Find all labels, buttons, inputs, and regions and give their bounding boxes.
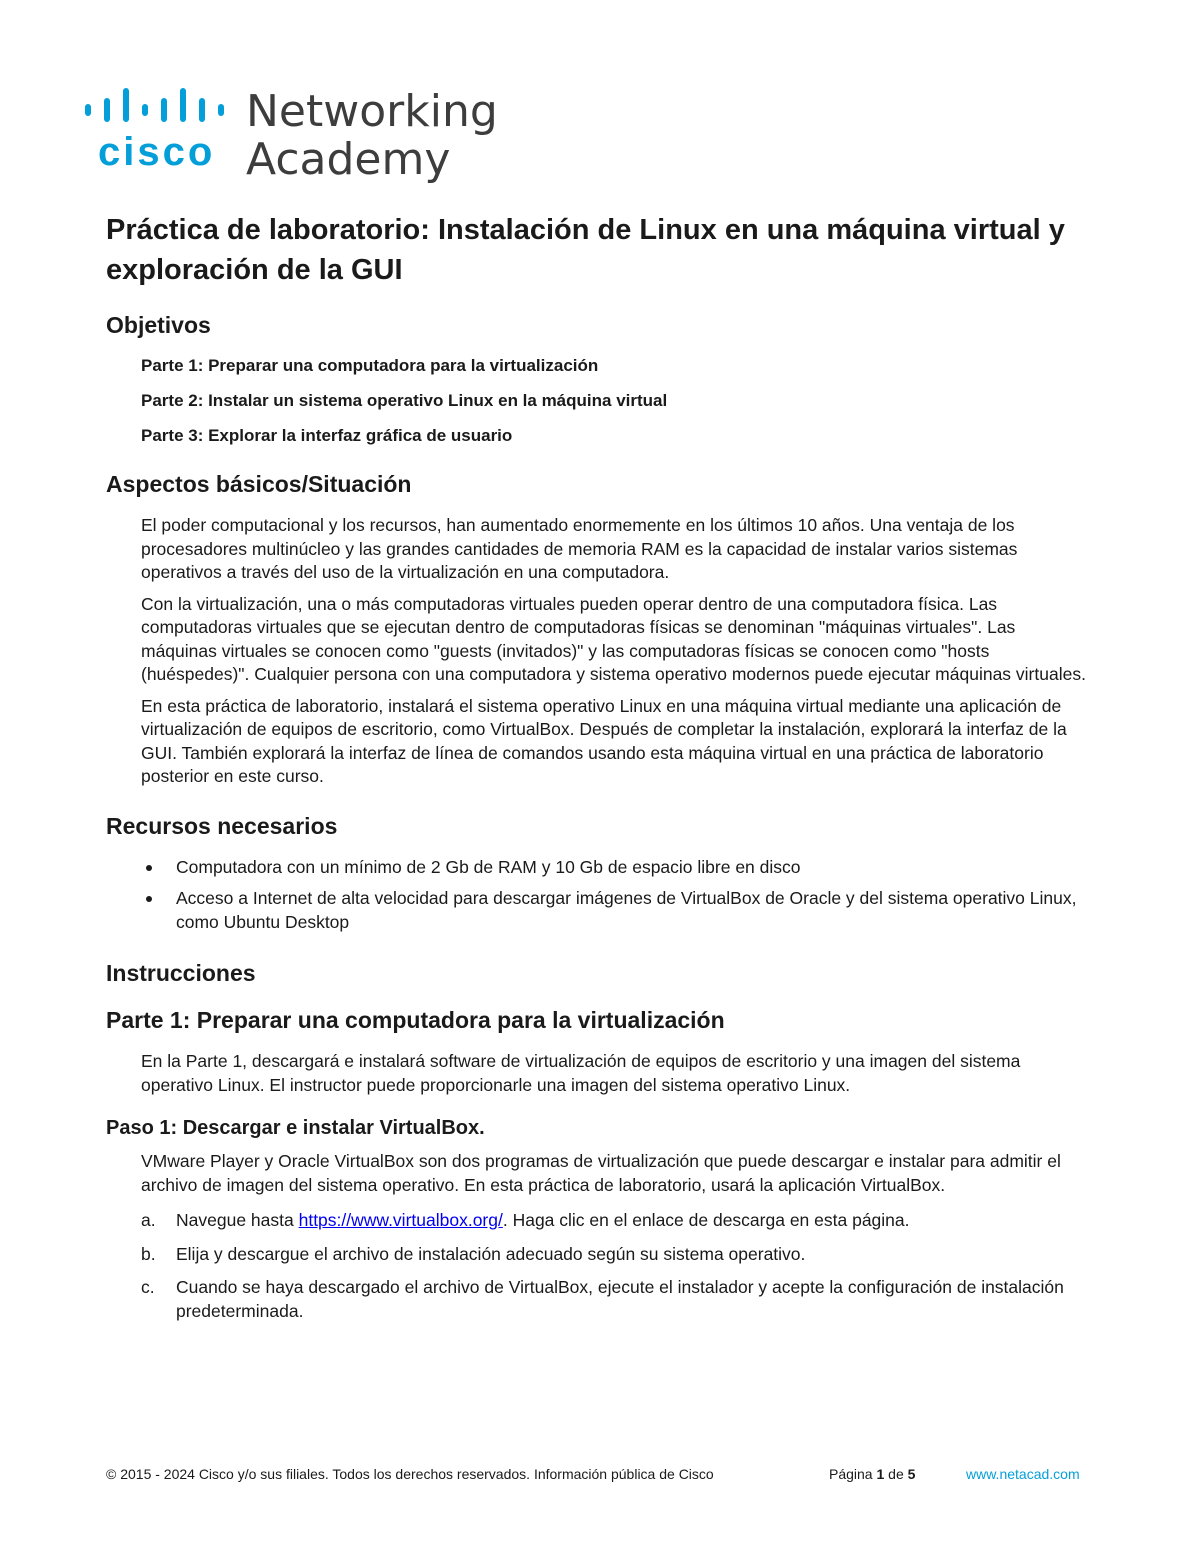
aspectos-paragraph: El poder computacional y los recursos, han aumentado enormemente en los últimos 10 años. Una ventaja de los procesadores multinúcleo y las grandes cantidades de memoria RAM es la capacidad de instalar varios sistemas operativos a través del uso de la virtualización en una computadora. (141, 515, 1018, 582)
step-letter: b. (141, 1243, 156, 1264)
recursos-heading: Recursos necesarios (106, 812, 338, 839)
step-text-before: Navegue hasta (176, 1210, 299, 1230)
logo-line-2: Academy (246, 134, 451, 185)
page-prefix: Página (829, 1466, 877, 1482)
parte1-paragraph: En la Parte 1, descargará e instalará software de virtualización de equipos de escritorio y una imagen del sistema operativo Linux. El instructor puede proporcionarle una imagen del sistema operativo Linux. (141, 1051, 1021, 1095)
page-current: 1 (876, 1466, 885, 1482)
page-middle: de (884, 1466, 908, 1482)
step-text: Elija y descargue el archivo de instalación adecuado según su sistema operativo. (176, 1243, 806, 1264)
footer-url-link[interactable]: www.netacad.com (966, 1466, 1080, 1482)
objetivo-item: Parte 3: Explorar la interfaz gráfica de usuario (141, 426, 513, 445)
step-text-after: . Haga clic en el enlace de descarga en esta página. (502, 1210, 910, 1230)
step-item-b (141, 1243, 1096, 1267)
step-letter: c. (141, 1277, 155, 1297)
paso1-heading: Paso 1: Descargar e instalar VirtualBox. (106, 1117, 485, 1139)
step-text: Cuando se haya descargado el archivo de VirtualBox, ejecute el instalador y acepte la configuración de instalación predeterminada. (176, 1277, 1064, 1321)
step-letter: a. (141, 1210, 156, 1230)
bullet-icon (146, 865, 152, 871)
document-title: Práctica de laboratorio: Instalación de Linux en una máquina virtual y exploración de la GUI (106, 214, 1065, 286)
objetivos-heading: Objetivos (106, 312, 211, 338)
parte1-heading: Parte 1: Preparar una computadora para la virtualización (106, 1007, 725, 1033)
objetivo-item: Parte 2: Instalar un sistema operativo Linux en la máquina virtual (141, 391, 668, 410)
logo-line-1: Networking (246, 86, 498, 137)
paso1-paragraph: VMware Player y Oracle VirtualBox son dos programas de virtualización que puede descargar e instalar para admitir el archivo de imagen del sistema operativo. En esta práctica de laboratorio, usará la aplicación VirtualBox. (141, 1151, 1061, 1195)
page-footer (106, 1466, 1096, 1486)
cisco-bars-icon (84, 88, 234, 128)
recurso-item (176, 887, 1096, 934)
recurso-text: Acceso a Internet de alta velocidad para descargar imágenes de VirtualBox de Oracle y del sistema operativo Linux, como Ubuntu Desktop (176, 888, 1077, 932)
paso1-steps (106, 1209, 1096, 1323)
networking-academy-wordmark (246, 88, 498, 184)
recursos-list (106, 856, 1096, 935)
objetivos-list (106, 355, 1096, 447)
footer-copyright: © 2015 - 2024 Cisco y/o sus filiales. Todos los derechos reservados. Información pública de Cisco (106, 1466, 714, 1482)
step-item-c (141, 1276, 1096, 1323)
instrucciones-heading: Instrucciones (106, 960, 256, 986)
step-item-a (141, 1209, 1096, 1233)
footer-page-number (829, 1466, 915, 1482)
virtualbox-link[interactable]: https://www.virtualbox.org/ (298, 1210, 503, 1230)
objetivo-item: Parte 1: Preparar una computadora para la virtualización (141, 356, 599, 375)
aspectos-paragraph: Con la virtualización, una o más computadoras virtuales pueden operar dentro de una computadora física. Las computadoras virtuales que se ejecutan dentro de computadoras físicas se denominan "máquinas virtuales". Las máquinas virtuales se conocen como "guests (invitados)" y las computadoras físicas se conocen como "hosts (huéspedes)". Cualquier persona con una computadora y sistema operativo modernos puede ejecutar máquinas virtuales. (141, 593, 1086, 684)
page-total: 5 (907, 1466, 916, 1482)
cisco-networking-academy-logo (84, 86, 498, 185)
recurso-item (176, 856, 1096, 880)
bullet-icon (146, 896, 152, 902)
aspectos-heading: Aspectos básicos/Situación (106, 471, 412, 497)
aspectos-paragraph: En esta práctica de laboratorio, instalará el sistema operativo Linux en una máquina virtual mediante una aplicación de virtualización de equipos de escritorio, como VirtualBox. Después de completar la instalación, explorará la interfaz de la GUI. También explorará la interfaz de línea de comandos usando esta máquina virtual en una práctica de laboratorio posterior en este curso. (141, 695, 1067, 786)
cisco-wordmark: cisco (98, 130, 216, 174)
document-body (106, 210, 1096, 1333)
recurso-text: Computadora con un mínimo de 2 Gb de RAM y 10 Gb de espacio libre en disco (176, 856, 801, 877)
